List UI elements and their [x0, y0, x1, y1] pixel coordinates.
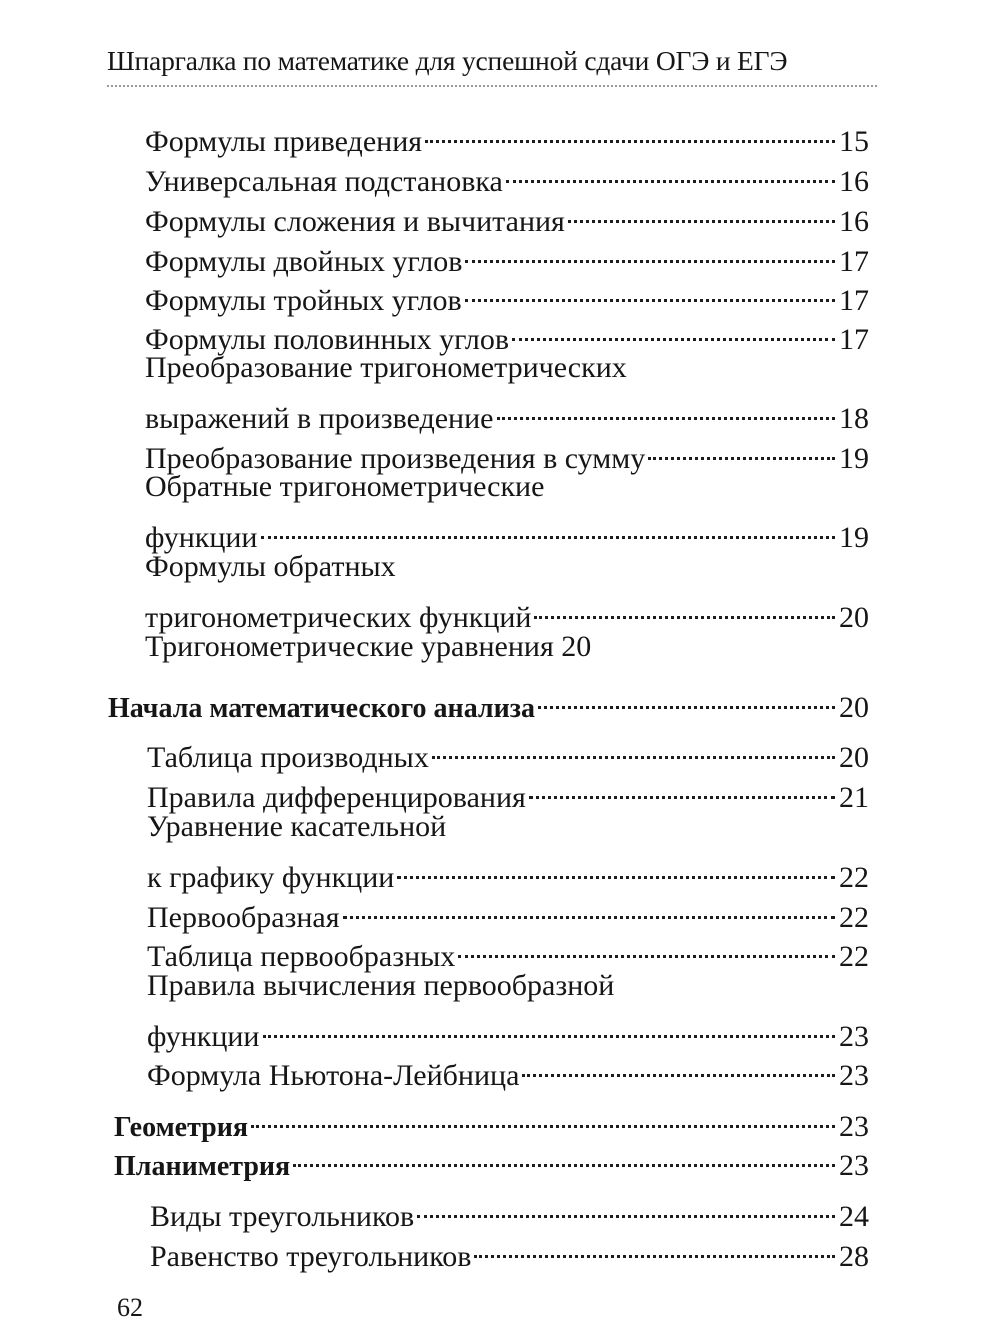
toc-entry[interactable] [145, 151, 869, 198]
dot-leader [568, 191, 835, 231]
toc-entry[interactable] [147, 1006, 869, 1053]
toc-entry-label: тригонометрических функций [145, 601, 532, 634]
toc-entry[interactable] [145, 111, 869, 158]
toc-entry-page: 18 [839, 402, 869, 435]
header-dotted-rule [107, 85, 877, 87]
toc-section-label: Геометрия [114, 1112, 249, 1143]
toc-entry-page: 16 [839, 205, 869, 238]
dot-leader [425, 111, 835, 151]
toc-entry-label: функции [147, 1020, 260, 1053]
toc-entry[interactable] [145, 309, 869, 356]
toc-entry-page: 16 [839, 165, 869, 198]
toc-entry-label: Таблица производных [147, 741, 429, 774]
toc-entry[interactable] [147, 887, 869, 934]
toc-section-label: Планиметрия [114, 1151, 291, 1182]
toc-entry[interactable] [145, 191, 869, 238]
toc-entry-label-line1: Обратные тригонометрические [145, 470, 545, 503]
dot-leader [512, 309, 835, 349]
dot-leader [261, 507, 836, 547]
toc-entry-page: 23 [839, 1020, 869, 1053]
toc-entry-label: Первообразная [147, 901, 340, 934]
toc-section[interactable] [114, 1096, 869, 1143]
toc-entry-label: Равенство треугольников [150, 1240, 472, 1273]
toc-entry-page: 22 [839, 940, 869, 973]
toc-entry-label-line1: Уравнение касательной [147, 810, 447, 843]
toc-entry-page: 24 [839, 1200, 869, 1233]
toc-entry[interactable] [145, 587, 869, 634]
toc-entry-page: 17 [839, 323, 869, 356]
toc-section-page: 23 [839, 1149, 869, 1182]
toc-entry[interactable] [147, 847, 869, 894]
dot-leader [251, 1096, 835, 1136]
dot-leader [529, 767, 835, 807]
toc-entry-page: 22 [839, 901, 869, 934]
toc-entry[interactable] [147, 926, 869, 973]
toc-entry-label: Формулы половинных углов [145, 323, 510, 356]
toc-entry-page: 20 [839, 741, 869, 774]
toc-entry[interactable] [150, 1226, 869, 1273]
dot-leader [432, 727, 835, 767]
book-title: Шпаргалка по математике для успешной сдачи ОГЭ и ЕГЭ [107, 45, 788, 76]
dot-leader [465, 270, 835, 310]
toc-section[interactable] [108, 677, 869, 724]
toc-section-page: 23 [839, 1110, 869, 1143]
toc-entry-page: 21 [839, 781, 869, 814]
running-header [107, 43, 877, 87]
toc-entry[interactable] [145, 428, 869, 475]
toc-entry[interactable] [150, 1186, 869, 1233]
dot-leader [497, 388, 836, 428]
toc-entry-page: 28 [839, 1240, 869, 1273]
toc-entry-page: 15 [839, 125, 869, 158]
toc-entry-page: 19 [839, 442, 869, 475]
toc-entry[interactable] [145, 507, 869, 554]
toc-entry-page: 17 [839, 284, 869, 317]
toc-entry-label: Универсальная подстановка [145, 165, 503, 198]
dot-leader [474, 1226, 835, 1266]
dot-leader [417, 1186, 835, 1226]
toc-section-page: 20 [839, 691, 869, 724]
toc-entry-label: функции [145, 521, 258, 554]
toc-entry-label: к графику функции [147, 861, 395, 894]
toc-entry[interactable] [147, 1045, 869, 1092]
toc-section-label: Начала математического анализа [108, 693, 536, 724]
toc-entry-label: Формула Ньютона-Лейбница [147, 1059, 520, 1092]
toc-entry[interactable]: Тригонометрические уравнения 20 [145, 630, 592, 663]
dot-leader [458, 926, 835, 966]
toc-entry-label: Виды треугольников [150, 1200, 415, 1233]
toc-entry[interactable] [145, 388, 869, 435]
toc-entry-label: Формулы тройных углов [145, 284, 462, 317]
dot-leader [343, 887, 835, 927]
toc-entry-label-line1: Преобразование тригонометрических [145, 351, 627, 384]
dot-leader [293, 1135, 835, 1175]
dot-leader [506, 151, 835, 191]
page-number: 62 [117, 1293, 143, 1322]
toc-section[interactable] [114, 1135, 869, 1182]
toc-entry-label: Преобразование произведения в сумму [145, 442, 646, 475]
dot-leader [263, 1006, 836, 1046]
toc-entry-label: Формулы двойных углов [145, 245, 463, 278]
toc-entry-page: 17 [839, 245, 869, 278]
toc-entry[interactable] [147, 727, 869, 774]
toc-entry[interactable] [147, 767, 869, 814]
toc-entry[interactable] [145, 270, 869, 317]
toc-entry-label: Правила дифференцирования [147, 781, 526, 814]
toc-entry-page: 22 [839, 861, 869, 894]
toc-entry-label: Таблица первообразных [147, 940, 456, 973]
toc-entry-label: выражений в произведение [145, 402, 494, 435]
toc-entry-label: Формулы сложения и вычитания [145, 205, 565, 238]
toc-entry-page: 19 [839, 521, 869, 554]
toc-entry-page: 20 [839, 601, 869, 634]
toc-entry-page: 23 [839, 1059, 869, 1092]
toc-entry-label: Формулы приведения [145, 125, 423, 158]
toc-entry-label-line1: Формулы обратных [145, 550, 396, 583]
dot-leader [522, 1045, 835, 1085]
dot-leader [397, 847, 835, 887]
toc-entry-label-line1: Правила вычисления первообразной [147, 969, 615, 1002]
dot-leader [465, 231, 835, 271]
toc-entry[interactable] [145, 231, 869, 278]
dot-leader [534, 587, 835, 627]
dot-leader [538, 677, 835, 717]
dot-leader [648, 428, 835, 468]
